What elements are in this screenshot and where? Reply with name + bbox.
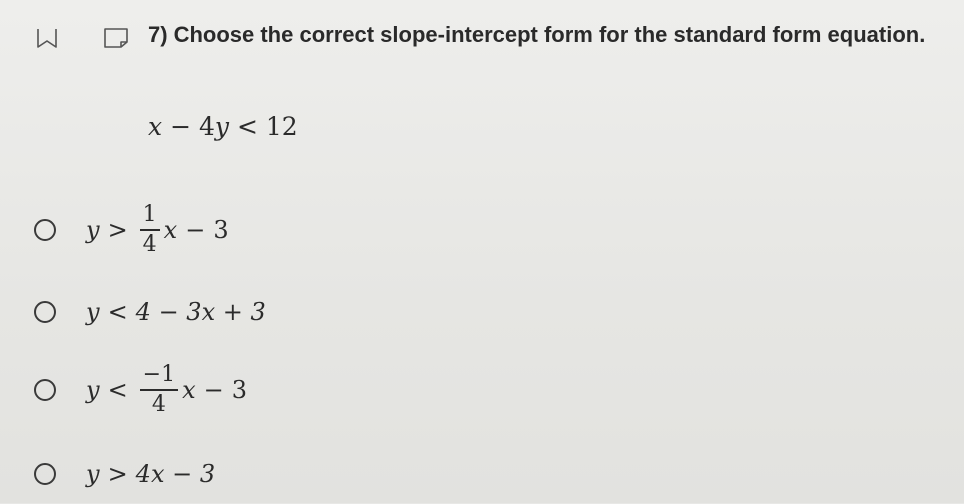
option-operator: < <box>107 298 128 326</box>
question-number: 7) <box>148 22 168 47</box>
option-lhs: y <box>86 298 100 326</box>
radio-button[interactable] <box>34 379 56 401</box>
fraction-denominator: 4 <box>151 392 166 417</box>
given-lhs: x <box>148 112 163 141</box>
bookmark-icon[interactable] <box>36 28 58 48</box>
option-expression <box>86 204 229 256</box>
fraction <box>140 204 160 256</box>
question-text <box>148 22 925 48</box>
given-operator: < <box>236 112 258 141</box>
option-lhs: y <box>86 216 100 244</box>
notes-icon[interactable] <box>104 28 126 48</box>
option-rhs: 4x − 3 <box>135 460 216 488</box>
answer-option-1[interactable] <box>34 200 229 260</box>
option-lhs: y <box>86 376 100 404</box>
radio-button[interactable] <box>34 463 56 485</box>
radio-button[interactable] <box>34 219 56 241</box>
given-coefficient: 4 <box>198 112 215 141</box>
option-expression <box>86 364 247 416</box>
option-minus: − <box>185 216 206 244</box>
question-prompt: Choose the correct slope-intercept form for the standard form equation. <box>173 22 926 47</box>
option-variable: x <box>163 216 178 244</box>
option-operator: > <box>107 216 128 244</box>
option-operator: > <box>107 460 128 488</box>
fraction <box>140 364 178 416</box>
given-rhs: 12 <box>265 112 298 141</box>
option-lhs: y <box>86 460 100 488</box>
option-operator: < <box>107 376 128 404</box>
option-expression <box>86 298 266 326</box>
option-minus: − <box>203 376 224 404</box>
answer-option-4[interactable] <box>34 444 215 504</box>
option-rhs: 4 − 3x + 3 <box>135 298 266 326</box>
given-variable: y <box>214 112 229 141</box>
answer-option-3[interactable] <box>34 360 247 420</box>
option-variable: x <box>182 376 196 404</box>
answer-option-2[interactable] <box>34 282 266 342</box>
option-expression <box>86 460 215 488</box>
option-constant: 3 <box>231 376 248 404</box>
radio-button[interactable] <box>34 301 56 323</box>
option-constant: 3 <box>213 216 229 244</box>
fraction-numerator: −1 <box>140 364 178 391</box>
given-minus: − <box>170 112 192 141</box>
fraction-denominator: 4 <box>142 232 157 257</box>
given-inequality <box>148 112 298 141</box>
fraction-numerator: 1 <box>140 204 160 231</box>
